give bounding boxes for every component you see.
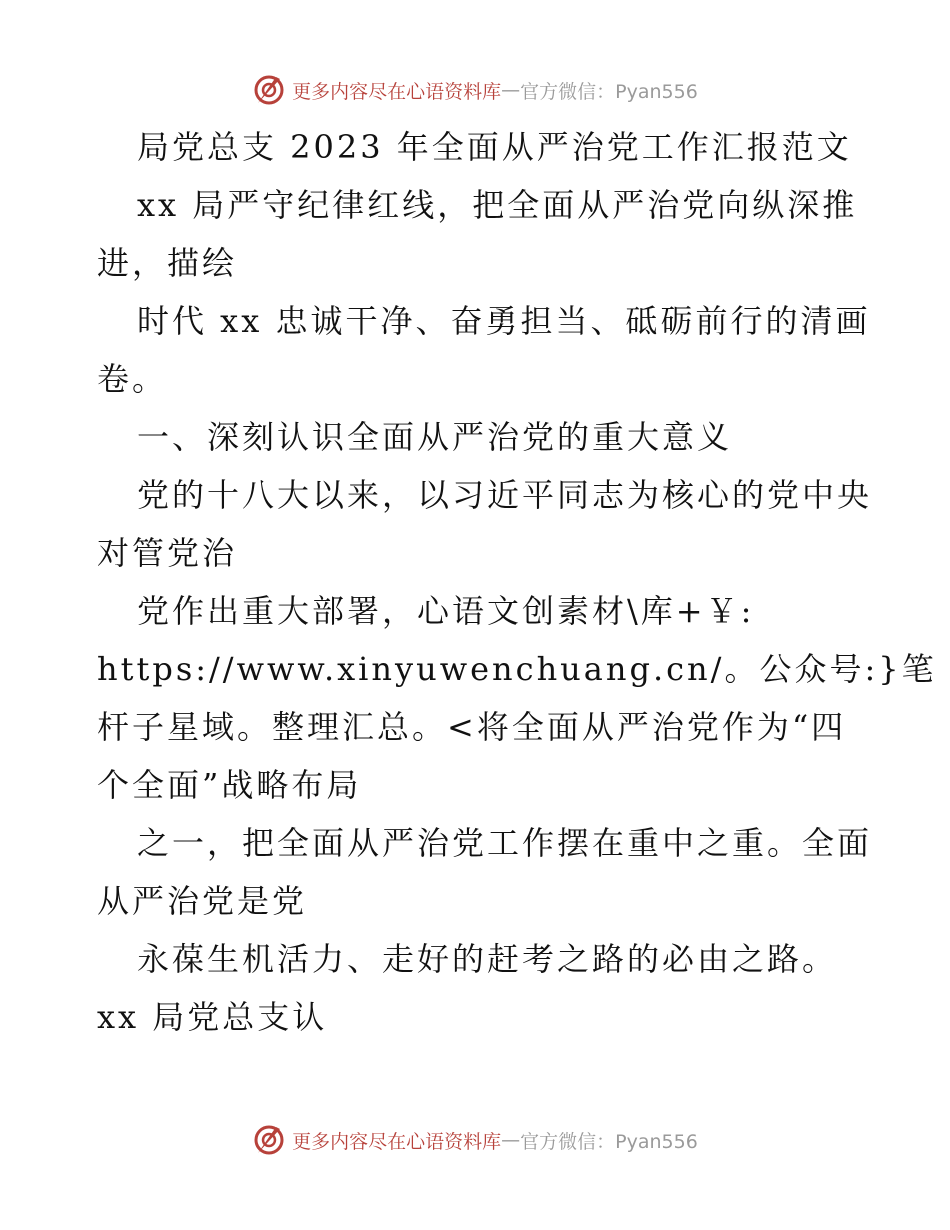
header-watermark: [0, 70, 950, 110]
footer-watermark: [0, 1120, 950, 1160]
quill-logo-icon: [252, 73, 286, 107]
watermark-separator: —: [501, 1129, 521, 1151]
paragraph-line: xx 局严守纪律红线，把全面从严治党向纵深推: [137, 186, 858, 224]
paragraph-line: 之一，把全面从严治党工作摆在重中之重。全面: [137, 824, 873, 862]
watermark-site-text: 更多内容尽在心语资料库: [292, 1130, 502, 1153]
section-heading-line: 一、深刻认识全面从严治党的重大意义: [137, 418, 733, 456]
paragraph-line: xx 局党总支认: [97, 998, 328, 1036]
paragraph-line: 党的十八大以来，以习近平同志为核心的党中央: [137, 476, 873, 514]
paragraph-line: 党作出重大部署，心语文创素材\库+￥:: [137, 592, 755, 630]
paragraph-line: 个全面”战略布局: [97, 766, 362, 804]
paragraph-line: 对管党治: [97, 534, 238, 572]
paragraph-line: 永葆生机活力、走好的赶考之路的必由之路。: [137, 940, 838, 978]
paragraph-line: 进，描绘: [97, 244, 238, 282]
watermark-account-text: 官方微信：Pyan556: [520, 80, 698, 103]
watermark-site-text: 更多内容尽在心语资料库: [292, 80, 502, 103]
quill-logo-icon: [252, 1123, 286, 1157]
paragraph-line: 卷。: [97, 360, 168, 398]
paragraph-line: https://www.xinyuwenchuang.cn/。公众号:}笔: [97, 650, 937, 688]
paragraph-line: 杆子星域。整理汇总。<将全面从严治党作为“四: [97, 708, 847, 746]
document-title-line: 局党总支 2023 年全面从严治党工作汇报范文: [137, 128, 852, 166]
paragraph-line: 时代 xx 忠诚干净、奋勇担当、砥砺前行的清画: [137, 302, 871, 340]
document-body: [97, 118, 937, 1046]
watermark-separator: —: [501, 79, 521, 101]
watermark-account-text: 官方微信：Pyan556: [520, 1130, 698, 1153]
paragraph-line: 从严治党是党: [97, 882, 308, 920]
